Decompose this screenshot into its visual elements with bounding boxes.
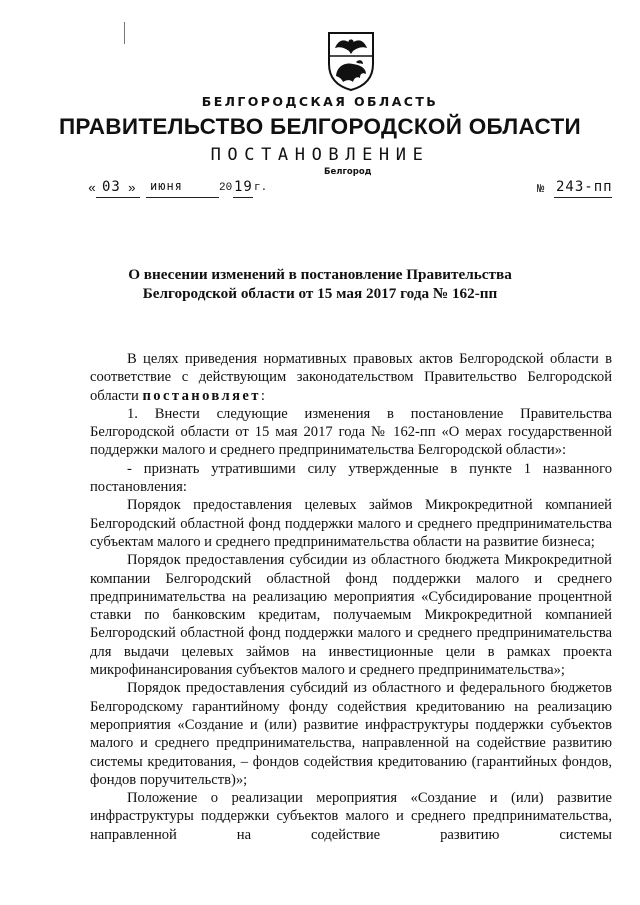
clause-1-paragraph: 1. Внести следующие изменения в постановление Правительства Белгородской области от 15 мая 2017 года № 162-пп «О мерах государственной поддержки малого и среднего предпринимательства Белгородской области»: (90, 405, 612, 459)
number-label: № (537, 182, 545, 196)
document-body (90, 350, 612, 844)
margin-mark (124, 22, 125, 44)
document-type: ПОСТАНОВЛЕНИЕ (210, 145, 430, 165)
belgorod-coat-of-arms-icon (326, 30, 376, 92)
title-line-1: О внесении изменений в постановление Правительства (128, 266, 512, 283)
preamble-paragraph (90, 350, 612, 405)
document-number: 243-пп (556, 179, 613, 195)
government-name: ПРАВИТЕЛЬСТВО БЕЛГОРОДСКОЙ ОБЛАСТИ (58, 114, 582, 139)
date-number-line (88, 181, 613, 203)
preamble-colon: : (260, 387, 265, 404)
date-year-suffix: 19 (234, 179, 253, 195)
procedure-loans-paragraph: Порядок предоставления целевых займов Микрокредитной компанией Белгородский областной фонд поддержки малого и среднего предпринимательства субъектам малого и среднего предпринимательства области на развитие бизнеса; (90, 497, 612, 550)
date-day: 03 (102, 179, 121, 195)
date-close-quote: » (128, 181, 136, 196)
date-open-quote: « (88, 181, 96, 196)
region-name: БЕЛГОРОДСКАЯ ОБЛАСТЬ (201, 94, 439, 109)
date-year-abbr: г. (254, 182, 268, 194)
document-title (0, 265, 640, 303)
procedure-subsidy-guarantee-fund-paragraph: Порядок предоставления субсидий из областного и федерального бюджетов Белгородскому гарантийному фонду содействия кредитованию на реализацию мероприятия «Создание и (или) развитие инфраструктуры поддержки субъектов малого и среднего предпринимательства, направленной на содействие развитию системы кредитования, – фондов содействия кредитованию (гарантийных фондов, фондов поручительств)»; (90, 680, 612, 788)
city-name: Белгород (324, 167, 372, 177)
repeal-paragraph: - признать утратившими силу утвержденные в пункте 1 названного постановления: (90, 460, 612, 496)
regulation-paragraph: Положение о реализации мероприятия «Создание и (или) развитие инфраструктуры поддержки субъектов малого и среднего предпринимательства, направленной на содействие развитию системы (90, 790, 612, 843)
date-year-prefix: 20 (219, 182, 233, 194)
title-line-2: Белгородской области от 15 мая 2017 года № 162-пп (142, 285, 498, 302)
resolves-keyword: постановляет (142, 387, 261, 404)
preamble-text: В целях приведения нормативных правовых актов Белгородской области в соответствие с действующим законодательством Правительство Белгородской области (90, 351, 612, 404)
date-month: июня (150, 179, 183, 193)
procedure-subsidy-interest-paragraph: Порядок предоставления субсидии из областного бюджета Микрокредитной компании Белгородский областной фонд поддержки малого и среднего предпринимательства на реализацию мероприятия «Субсидирование процентной ставки по банковским кредитам, получаемым Микрокредитной компанией Белгородский областной фонд поддержки малого и среднего предпринимательства для выдачи целевых займов на инвестиционные цели в рамках проекта микрофинансирования субъектов малого и среднего предпринимательства»; (90, 552, 612, 679)
